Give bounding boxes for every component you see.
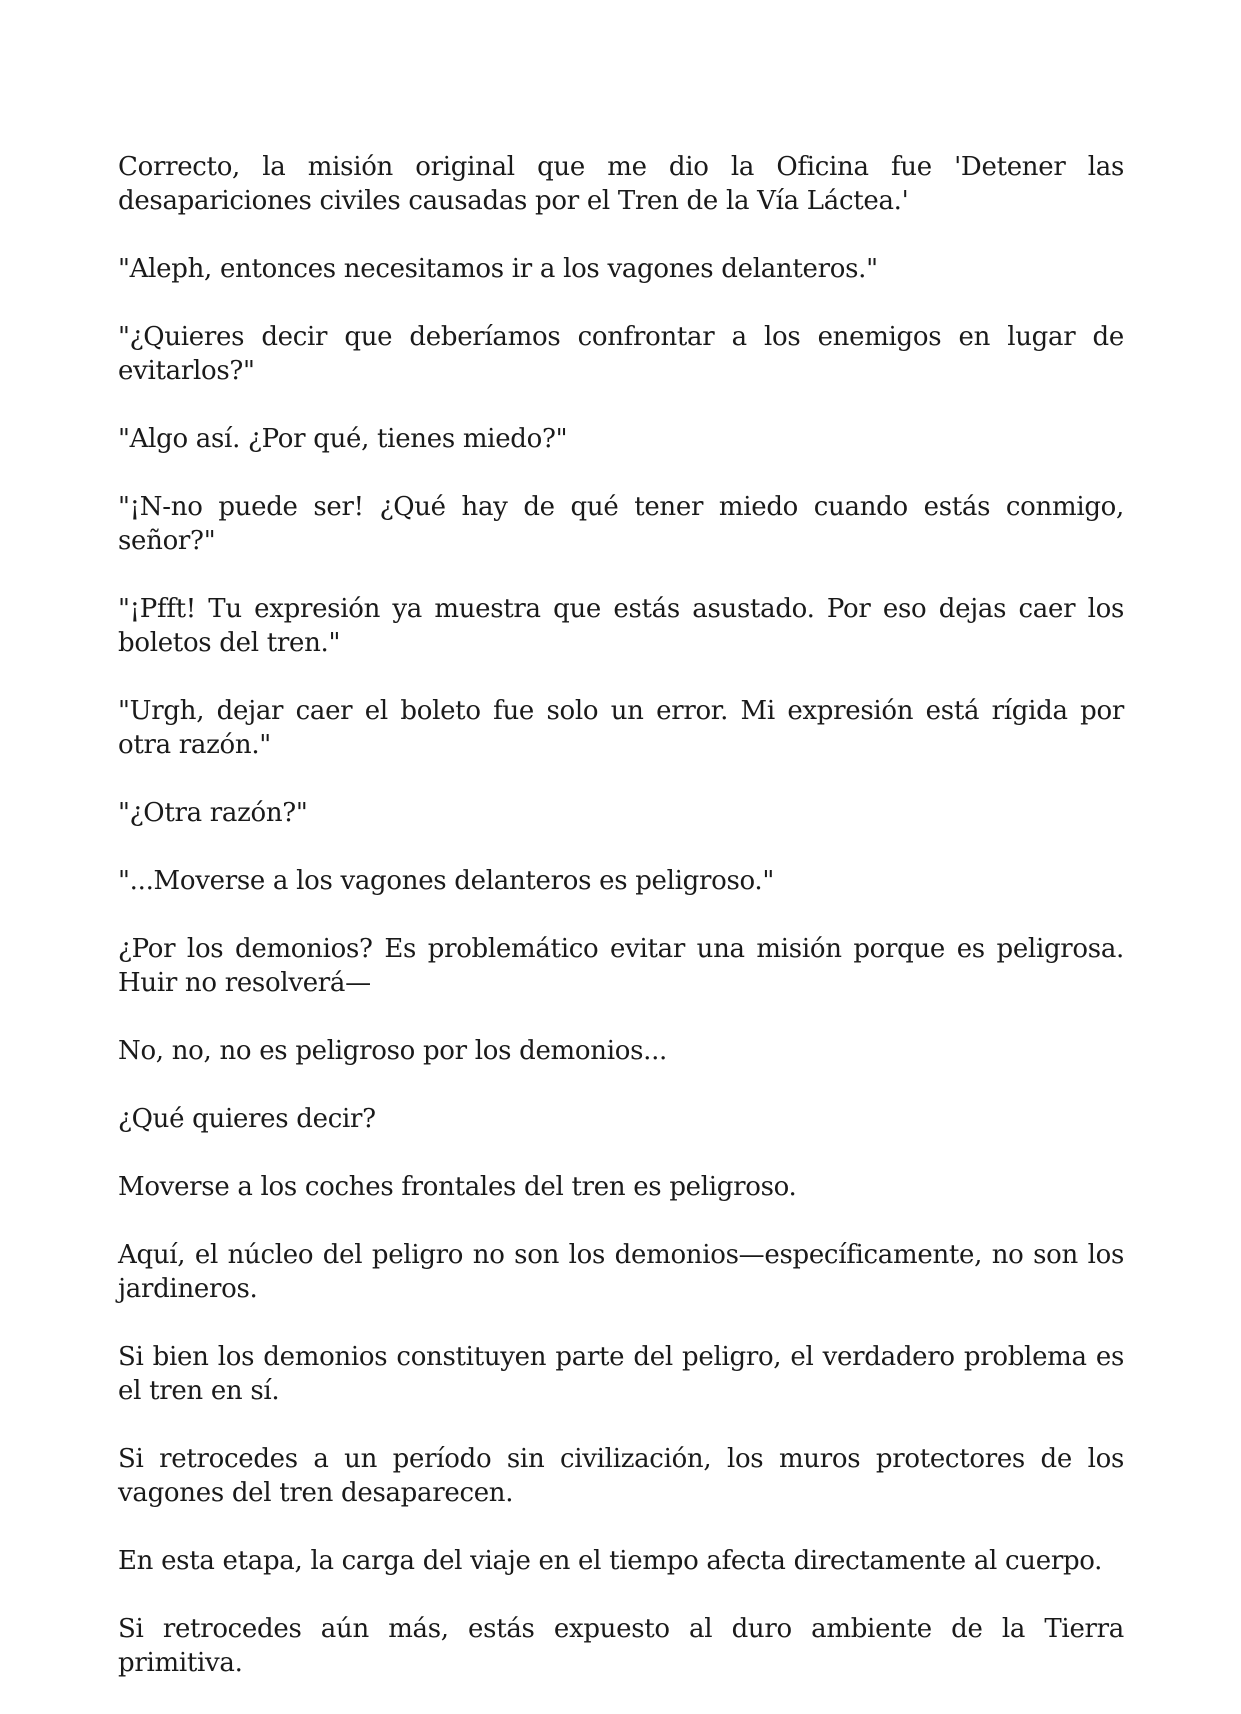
paragraph: "...Moverse a los vagones delanteros es peligroso." xyxy=(118,866,775,896)
paragraph: "¡N-no puede ser! ¿Qué hay de qué tener miedo cuando estás conmigo, señor?" xyxy=(118,492,1124,556)
paragraph: "¡Pfft! Tu expresión ya muestra que estás asustado. Por eso dejas caer los boletos del tren." xyxy=(118,594,1124,658)
paragraph: Moverse a los coches frontales del tren es peligroso. xyxy=(118,1172,797,1202)
paragraph: Correcto, la misión original que me dio la Oficina fue 'Detener las desapariciones civiles causadas por el Tren de la Vía Láctea.' xyxy=(118,152,1124,216)
paragraph: "Urgh, dejar caer el boleto fue solo un error. Mi expresión está rígida por otra razón." xyxy=(118,696,1124,760)
paragraph: ¿Por los demonios? Es problemático evitar una misión porque es peligrosa. Huir no resolverá— xyxy=(118,934,1124,998)
paragraph: "Algo así. ¿Por qué, tienes miedo?" xyxy=(118,424,568,454)
paragraph: Si retrocedes a un período sin civilización, los muros protectores de los vagones del tren desaparecen. xyxy=(118,1444,1124,1508)
paragraph: ¿Qué quieres decir? xyxy=(118,1104,376,1134)
paragraph: "Aleph, entonces necesitamos ir a los vagones delanteros." xyxy=(118,254,878,284)
paragraph: "¿Quieres decir que deberíamos confrontar a los enemigos en lugar de evitarlos?" xyxy=(118,322,1124,386)
body-text xyxy=(118,150,1124,1714)
paragraph: En esta etapa, la carga del viaje en el tiempo afecta directamente al cuerpo. xyxy=(118,1546,1103,1576)
paragraph: Si bien los demonios constituyen parte del peligro, el verdadero problema es el tren en sí. xyxy=(118,1342,1124,1406)
paragraph: "¿Otra razón?" xyxy=(118,798,308,828)
paragraph: Aquí, el núcleo del peligro no son los demonios—específicamente, no son los jardineros. xyxy=(118,1240,1124,1304)
paragraph: No, no, no es peligroso por los demonios... xyxy=(118,1036,668,1066)
paragraph: Si retrocedes aún más, estás expuesto al duro ambiente de la Tierra primitiva. xyxy=(118,1614,1124,1678)
